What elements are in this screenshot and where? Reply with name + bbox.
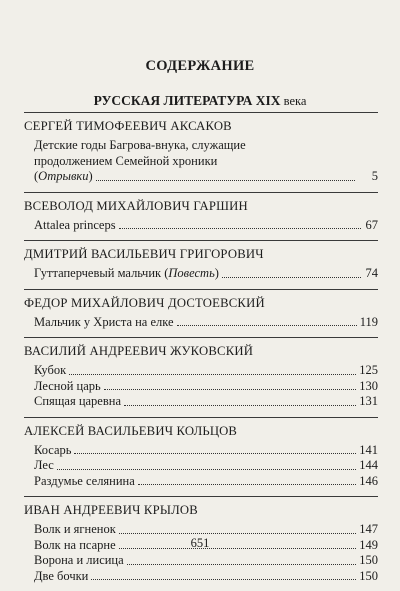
entry-page-number: 74 bbox=[365, 266, 378, 280]
toc-section bbox=[24, 192, 378, 241]
entry-page-number: 67 bbox=[365, 217, 378, 232]
page-heading: СОДЕРЖАНИЕ bbox=[145, 58, 255, 74]
entry-page-number: 149 bbox=[359, 537, 378, 552]
toc-entry bbox=[34, 266, 378, 282]
entry-page-number: 119 bbox=[359, 314, 378, 329]
entry-title: Attalea princeps bbox=[34, 217, 116, 232]
author-name: АЛЕКСЕЙ ВАСИЛЬЕВИЧ КОЛЬЦОВ bbox=[24, 423, 238, 438]
entry-title: Спящая царевна bbox=[34, 394, 121, 408]
dot-leader bbox=[91, 579, 356, 580]
toc-section bbox=[24, 240, 378, 289]
dot-leader bbox=[222, 277, 361, 278]
toc-section bbox=[24, 112, 378, 192]
entry-title: Мальчик у Христа на елке bbox=[34, 314, 174, 329]
author-name: ИВАН АНДРЕЕВИЧ КРЫЛОВ bbox=[24, 503, 198, 517]
entry-title: Две бочки bbox=[34, 568, 89, 583]
entry-page-number: 146 bbox=[359, 473, 378, 488]
dot-leader bbox=[124, 405, 356, 406]
toc-entry bbox=[34, 315, 378, 331]
toc-section bbox=[24, 417, 378, 497]
toc-entry bbox=[34, 474, 378, 490]
entry-title: Лес bbox=[34, 458, 54, 472]
section-spacer bbox=[24, 330, 378, 337]
section-spacer bbox=[24, 233, 378, 240]
author-name: ФЕДОР МИХАЙЛОВИЧ ДОСТОЕВСКИЙ bbox=[24, 295, 265, 310]
entry-title: Лесной царь bbox=[34, 378, 101, 393]
entry-title: Ворона и лисица bbox=[34, 553, 124, 567]
toc-entry bbox=[34, 363, 378, 379]
toc-entry bbox=[34, 569, 378, 585]
entry-page-number: 150 bbox=[359, 568, 378, 583]
section-spacer bbox=[24, 282, 378, 289]
dot-leader bbox=[177, 325, 357, 326]
subheading-main: РУССКАЯ ЛИТЕРАТУРА XIX bbox=[93, 93, 281, 108]
entry-page-number: 144 bbox=[359, 458, 378, 472]
toc-section bbox=[24, 289, 378, 338]
entry-title: Гуттаперчевый мальчик (Повесть) bbox=[34, 266, 219, 280]
subheading-suffix: века bbox=[280, 94, 307, 108]
entry-title-line: Детские годы Багрова-внука, служащие bbox=[34, 138, 246, 152]
toc-entry bbox=[34, 553, 378, 569]
dot-leader bbox=[57, 469, 356, 470]
entry-page-number: 5 bbox=[371, 169, 378, 183]
dot-leader bbox=[104, 389, 357, 390]
toc-entry bbox=[34, 379, 378, 395]
entry-title: Кубок bbox=[34, 363, 67, 377]
dot-leader bbox=[74, 453, 356, 454]
entry-page-number: 131 bbox=[359, 394, 378, 408]
table-of-contents bbox=[24, 112, 378, 591]
toc-entry bbox=[34, 443, 378, 459]
entry-page-number: 147 bbox=[359, 522, 378, 536]
entry-page-number: 150 bbox=[359, 553, 378, 567]
toc-entry bbox=[34, 458, 378, 474]
section-spacer bbox=[24, 185, 378, 192]
entry-title: Волк и ягненок bbox=[34, 522, 116, 536]
author-name: СЕРГЕЙ ТИМОФЕЕВИЧ АКСАКОВ bbox=[24, 119, 232, 133]
section-subheading bbox=[0, 93, 400, 109]
dot-leader bbox=[96, 180, 355, 181]
author-name: ВСЕВОЛОД МИХАЙЛОВИЧ ГАРШИН bbox=[24, 198, 248, 213]
toc-entry bbox=[34, 138, 378, 185]
toc-entry bbox=[34, 394, 378, 410]
entry-title-line: (Отрывки) bbox=[34, 169, 93, 183]
entry-page-number: 125 bbox=[359, 363, 378, 377]
author-name: ВАСИЛИЙ АНДРЕЕВИЧ ЖУКОВСКИЙ bbox=[24, 344, 254, 358]
section-spacer bbox=[24, 489, 378, 496]
section-spacer bbox=[24, 584, 378, 591]
section-spacer bbox=[24, 410, 378, 417]
entry-title-line: продолжением Семейной хроники bbox=[34, 153, 218, 168]
entry-title: Волк на псарне bbox=[34, 537, 116, 552]
dot-leader bbox=[69, 374, 356, 375]
page-number: 651 bbox=[190, 536, 210, 550]
dot-leader bbox=[138, 484, 356, 485]
entry-title: Раздумье селянина bbox=[34, 473, 135, 488]
entry-page-number: 141 bbox=[359, 442, 378, 457]
dot-leader bbox=[119, 228, 361, 229]
entry-page-number: 130 bbox=[359, 378, 378, 393]
dot-leader bbox=[119, 533, 356, 534]
author-name: ДМИТРИЙ ВАСИЛЬЕВИЧ ГРИГОРОВИЧ bbox=[24, 247, 264, 261]
entry-title: Косарь bbox=[34, 442, 72, 457]
toc-section bbox=[24, 337, 378, 417]
toc-entry bbox=[34, 218, 378, 234]
